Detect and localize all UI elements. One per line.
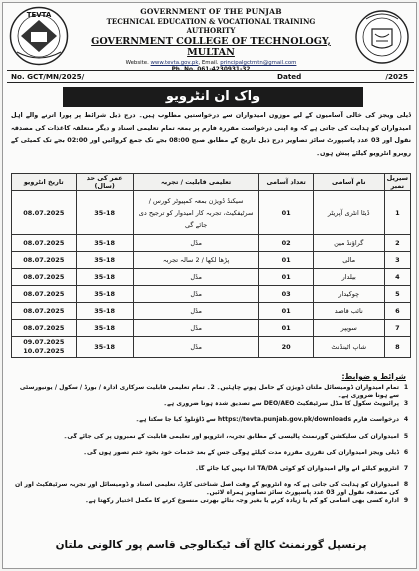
letterhead-text bbox=[83, 7, 339, 73]
punjab-emblem-icon bbox=[354, 7, 410, 65]
header-age: عمر کی حد (سال) bbox=[76, 174, 133, 191]
table-row: 6 نائب قاصد 01 مڈل 35-18 08.07.2025 bbox=[12, 303, 411, 320]
list-item: 7 انٹرویو کیلئے آنے والے امیدواران کو کوئی TA/DA ادا نہیں کیا جائے گا۔ bbox=[195, 464, 409, 472]
table-row: 8 شاپ اٹینڈنٹ 20 مڈل 35-18 09.07.2025 10.07.2025 bbox=[12, 337, 411, 358]
website-link[interactable]: www.tevta.gov.pk bbox=[150, 60, 199, 66]
header-count: تعداد آسامی bbox=[259, 174, 313, 191]
list-item: 6 ڈیلی ویجز امیدواران کی تقرری مقررہ مدت کیلئے ہوگی جس کے بعد خدمات خود بخود ختم تصور ہوں گی۔ bbox=[83, 448, 409, 456]
principal-signature-line: پرنسپل گورنمنٹ کالج آف ٹیکنالوجی قاسم پور کالونی ملتان bbox=[55, 539, 367, 551]
header-interview-date: تاریخ انٹرویو bbox=[12, 174, 77, 191]
table-row: 3 مالی 01 پڑھا لکھا / 2 سالہ تجربہ 35-18 08.07.2025 bbox=[12, 252, 411, 269]
email-link[interactable]: principalgctmtn@gmail.com bbox=[220, 60, 297, 66]
table-row: 5 چوکیدار 03 مڈل 35-18 08.07.2025 bbox=[12, 286, 411, 303]
table-header-row bbox=[12, 174, 411, 191]
college-name: GOVERNMENT COLLEGE OF TECHNOLOGY, MULTAN bbox=[91, 36, 331, 58]
header-serial: سیریل نمبر bbox=[384, 174, 410, 191]
reference-year: /2025 bbox=[385, 72, 408, 81]
list-item: 8 امیدواران کو ہدایت کی جاتی ہے کہ وہ انٹرویو کے وقت اصل شناختی کارڈ، تعلیمی اسناد و ڈومیسائل اور تجربہ سرٹیفکیٹ اور ان کی مصدقہ نقول اور 03 عدد پاسپورٹ سائز تصاویر ہمراہ لائیں۔ bbox=[15, 481, 409, 497]
table-row: 4 بیلدار 01 مڈل 35-18 08.07.2025 bbox=[12, 269, 411, 286]
list-item bbox=[11, 514, 413, 530]
table-row: 1 ڈیٹا انٹری آپریٹر 01 سیکنڈ ڈویژن بمعہ کمپیوٹر کورس / سرٹیفکیٹ، تجربہ کار امیدوار کو ترجیح دی جائے گی 35-18 08.07.2025 bbox=[12, 191, 411, 235]
list-item: 4 درخواست فارم https://tevta.punjab.gov.pk/downloads سے ڈاؤنلوڈ کیا جا سکتا ہے۔ bbox=[135, 416, 409, 424]
header-post: نام آسامی bbox=[313, 174, 384, 191]
reference-bar bbox=[7, 70, 414, 83]
conditions-title: شرائط و ضوابط: bbox=[341, 372, 406, 381]
reference-number: No. GCT/MN/2025/ bbox=[11, 72, 85, 81]
svg-text:TEVTA: TEVTA bbox=[26, 11, 52, 19]
list-item: 9 ادارہ کسی بھی آسامی کو کم یا زیادہ کرنے یا بغیر وجہ بتائے بھرتی منسوخ کرنے کا مکمل اختیار رکھتا ہے۔ bbox=[85, 497, 409, 505]
letterhead bbox=[3, 3, 418, 73]
authority-line: TECHNICAL EDUCATION & VOCATIONAL TRAINING AUTHORITY bbox=[106, 17, 316, 35]
conditions-list bbox=[11, 384, 413, 530]
vacancy-table bbox=[11, 173, 411, 358]
intro-paragraph: ڈیلی ویجز کی خالی آسامیوں کے لیے موزوں امیدواران سے درخواستیں مطلوب ہیں۔ درج ذیل شرائط پر پورا اترنے والے اہل امیدواران کو ہدایت کی جاتی ہے کہ وہ اپنی درخواست مقررہ فارم پر بمعہ تمام تعلیمی اسناد و دیگر متعلقہ کاغذات کی مصدقہ نقول اور 03 عدد پاسپورٹ سائز تصاویر درج ذیل تاریخ کے مطابق صبح 08:00 بجے تک جمع کروائیں اور 02:00 بجے تک کمیٹی کے روبرو انٹرویو کیلئے پیش ہوں۔ bbox=[11, 111, 411, 157]
contact-line: Website. www.tevta.gov.pk, Email. principalgctmtn@gmail.com bbox=[125, 60, 297, 66]
walk-in-interview-title: واک ان انٹرویو bbox=[63, 87, 363, 107]
table-row: 2 گراؤنڈ مین 02 مڈل 35-18 08.07.2025 bbox=[12, 235, 411, 252]
phone-number: Ph. No. 061-4230931-32 bbox=[171, 67, 251, 73]
table-row: 7 سویپر 01 مڈل 35-18 08.07.2025 bbox=[12, 320, 411, 337]
advertisement-page bbox=[2, 2, 417, 569]
list-item: 1 تمام امیدواران ڈومیسائل ملتان ڈویژن کے حامل ہونے چاہئیں۔ 2۔ تمام تعلیمی قابلیت سرکاری ادارہ / بورڈ / سکول / یونیورسٹی سے ہونا ضروری ہے۔ bbox=[19, 384, 409, 399]
tevta-logo-icon bbox=[9, 6, 69, 66]
government-line: GOVERNMENT OF THE PUNJAB bbox=[140, 7, 282, 16]
list-item: 5 امیدواران کی سلیکشن گورنمنٹ پالیسی کے مطابق تجربہ، انٹرویو اور تعلیمی قابلیت کے نمبروں پر کی جائے گی۔ bbox=[63, 432, 409, 440]
dated-label: Dated bbox=[277, 72, 302, 81]
header-qualification: تعلیمی قابلیت / تجربہ bbox=[133, 174, 259, 191]
list-item: 3 پرائیویٹ سکول کا مڈل سرٹیفکیٹ DEO/AEO سے تصدیق شدہ ہونا ضروری ہے۔ bbox=[163, 400, 409, 408]
